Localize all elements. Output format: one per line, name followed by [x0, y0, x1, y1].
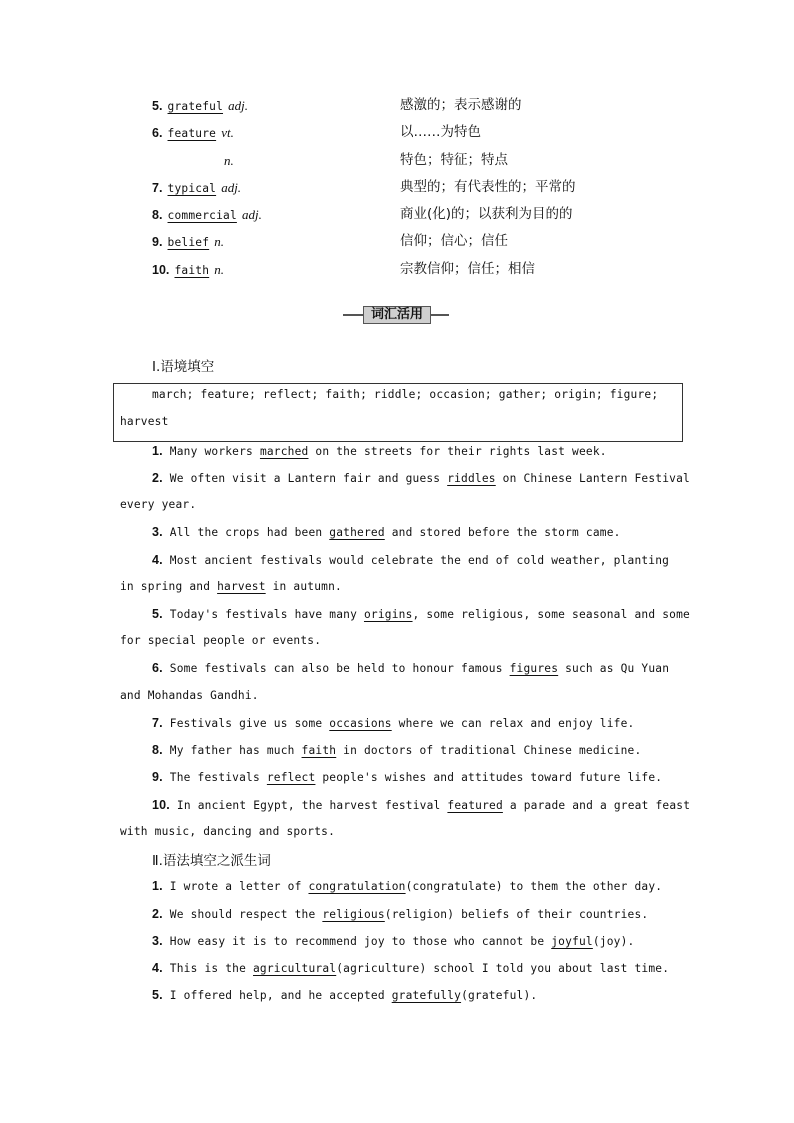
item-text: We often visit a Lantern fair and guess [169, 472, 448, 485]
item-text: The festivals [169, 771, 267, 784]
item-text: Some festivals can also be held to honour famous [169, 662, 510, 675]
vocab-word: feature [167, 127, 217, 140]
item-text: In ancient Egypt, the harvest festival [176, 799, 448, 812]
item-continuation: with music, dancing and sports. [120, 825, 335, 838]
item-continuation [120, 577, 342, 597]
item-text: (grateful). [461, 989, 538, 1002]
answer: occasions [329, 717, 392, 730]
item-continuation: for special people or events. [120, 634, 322, 647]
vocab-pos: adj. [241, 207, 262, 222]
list-item [152, 713, 634, 733]
word-bank-line: march; feature; reflect; faith; riddle; occasion; gather; origin; figure; [152, 388, 659, 401]
item-number: 9. [152, 770, 163, 784]
item-number: 5. [152, 988, 163, 1002]
item-continuation: and Mohandas Gandhi. [120, 689, 259, 702]
vocab-number: 7. [152, 181, 163, 195]
item-number: 1. [152, 444, 163, 458]
vocab-row [152, 204, 262, 224]
vocab-number: 9. [152, 235, 163, 249]
item-text: in spring and [120, 580, 218, 593]
list-item [152, 931, 634, 951]
list-item [152, 904, 648, 924]
vocab-row [152, 122, 234, 142]
item-text: (joy). [592, 935, 635, 948]
list-item [152, 441, 607, 461]
item-text: such as Qu Yuan [558, 662, 670, 675]
item-text: How easy it is to recommend joy to those who cannot be [169, 935, 552, 948]
word-bank-box [113, 383, 683, 442]
banner-rule-left [343, 314, 365, 316]
answer: harvest [217, 580, 266, 593]
item-number: 2. [152, 907, 163, 921]
vocab-row [152, 177, 241, 197]
answer: religious [322, 908, 385, 921]
vocab-pos: vt. [221, 125, 234, 140]
list-item [152, 795, 690, 815]
list-item [152, 958, 669, 978]
vocab-pos: adj. [221, 180, 242, 195]
answer: reflect [266, 771, 316, 784]
list-item [152, 740, 641, 760]
vocab-word: faith [174, 264, 210, 277]
item-text: Many workers [169, 445, 260, 458]
item-text: I wrote a letter of [169, 880, 309, 893]
vocab-pos: n. [214, 234, 224, 249]
item-text: and stored before the storm came. [384, 526, 621, 539]
item-number: 2. [152, 471, 163, 485]
item-text: on the streets for their rights last week. [308, 445, 607, 458]
vocab-pos: n. [214, 262, 225, 277]
vocab-meaning: 宗教信仰；信任；相信 [400, 261, 535, 277]
vocab-word: belief [167, 236, 210, 249]
item-text: , some religious, some seasonal and some [412, 608, 690, 621]
section-title: Ⅱ.语法填空之派生词 [152, 853, 271, 869]
section-banner [343, 306, 449, 324]
vocab-number: 8. [152, 208, 163, 222]
vocab-meaning: 典型的；有代表性的；平常的 [400, 179, 576, 195]
list-item [152, 985, 537, 1005]
vocab-meaning: 商业(化)的；以获利为目的的 [400, 206, 573, 222]
list-item [152, 767, 662, 787]
list-item [152, 468, 690, 488]
item-text: a parade and a great feast [502, 799, 691, 812]
item-text: (agriculture) school I told you about last time. [336, 962, 670, 975]
answer: faith [301, 744, 337, 757]
answer: figures [509, 662, 559, 675]
list-item [152, 658, 669, 678]
item-text: We should respect the [169, 908, 323, 921]
answer: joyful [551, 935, 593, 948]
item-text: (religion) beliefs of their countries. [384, 908, 649, 921]
item-text: My father has much [169, 744, 302, 757]
list-item [152, 604, 690, 624]
vocab-pos: n. [224, 153, 234, 168]
item-text: All the crops had been [169, 526, 330, 539]
answer: marched [259, 445, 309, 458]
item-number: 8. [152, 743, 163, 757]
answer: featured [447, 799, 503, 812]
vocab-meaning: 以……为特色 [400, 124, 481, 140]
vocab-row [152, 95, 248, 115]
vocab-word: typical [167, 182, 217, 195]
banner-title: 词汇活用 [363, 306, 431, 324]
item-number: 10. [152, 798, 170, 812]
item-number: 3. [152, 934, 163, 948]
item-continuation: every year. [120, 498, 197, 511]
vocab-meaning: 感激的；表示感谢的 [400, 97, 522, 113]
vocab-number: 6. [152, 126, 163, 140]
answer: agricultural [253, 962, 337, 975]
answer: riddles [447, 472, 496, 485]
item-text: people's wishes and attitudes toward future life. [315, 771, 663, 784]
item-number: 5. [152, 607, 163, 621]
item-text: in autumn. [265, 580, 342, 593]
answer: gathered [329, 526, 385, 539]
item-text: This is the [169, 962, 253, 975]
item-text: Today's festivals have many [169, 608, 364, 621]
vocab-number: 5. [152, 99, 163, 113]
vocab-word: grateful [167, 100, 224, 113]
section-title: Ⅰ.语境填空 [152, 359, 215, 375]
vocab-pos: adj. [228, 98, 248, 113]
item-number: 1. [152, 879, 163, 893]
list-item [152, 876, 662, 896]
vocab-meaning: 特色；特征；特点 [400, 152, 508, 168]
vocab-row [224, 150, 234, 170]
vocab-row [152, 259, 224, 279]
vocab-number: 10. [152, 263, 170, 277]
answer: origins [363, 608, 413, 621]
item-number: 6. [152, 661, 163, 675]
item-text: Most ancient festivals would celebrate the end of cold weather, planting [169, 554, 670, 567]
word-bank-line: harvest [120, 415, 169, 428]
item-number: 4. [152, 961, 163, 975]
item-text: in doctors of traditional Chinese medicine. [336, 744, 642, 757]
vocab-row [152, 231, 224, 251]
answer: gratefully [391, 989, 462, 1002]
list-item [152, 550, 669, 570]
item-text: I offered help, and he accepted [169, 989, 392, 1002]
vocab-word: commercial [167, 209, 237, 222]
answer: congratulation [308, 880, 406, 893]
item-number: 7. [152, 716, 163, 730]
item-text: Festivals give us some [169, 717, 330, 730]
item-number: 4. [152, 553, 163, 567]
item-text: where we can relax and enjoy life. [391, 717, 635, 730]
item-number: 3. [152, 525, 163, 539]
item-text: on Chinese Lantern Festival [495, 472, 690, 485]
item-text: (congratulate) to them the other day. [405, 880, 663, 893]
vocab-meaning: 信仰；信心；信任 [400, 233, 508, 249]
list-item [152, 522, 621, 542]
